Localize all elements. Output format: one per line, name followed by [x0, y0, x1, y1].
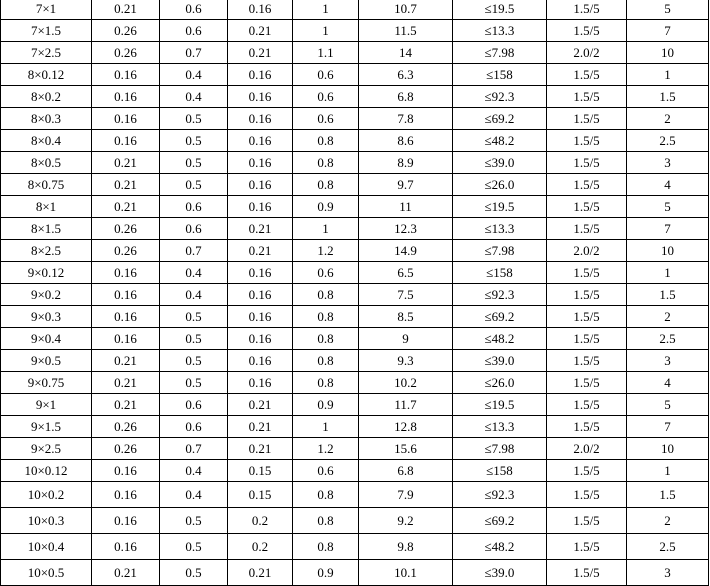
- table-cell: 0.9: [293, 196, 359, 218]
- table-cell: 1.5/5: [547, 460, 627, 482]
- table-cell: 0.6: [293, 64, 359, 86]
- table-cell: 0.8: [293, 328, 359, 350]
- table-cell: 7: [627, 20, 709, 42]
- table-cell: 0.21: [92, 0, 160, 20]
- table-cell: 0.16: [92, 130, 160, 152]
- table-cell: 2.5: [627, 328, 709, 350]
- table-cell: 1.5/5: [547, 20, 627, 42]
- table-row: [1, 130, 709, 152]
- table-cell: ≤13.3: [453, 416, 547, 438]
- table-cell: 10: [627, 42, 709, 64]
- table-cell: 0.8: [293, 174, 359, 196]
- table-body: [1, 0, 709, 586]
- table-cell: 1.5/5: [547, 196, 627, 218]
- table-row: [1, 534, 709, 560]
- table-cell: 7.5: [359, 284, 453, 306]
- table-cell: 0.16: [228, 328, 293, 350]
- table-cell: 1.5/5: [547, 152, 627, 174]
- table-cell: 0.21: [228, 240, 293, 262]
- table-cell: 0.16: [92, 508, 160, 534]
- table-cell: 0.4: [160, 284, 228, 306]
- table-cell: ≤158: [453, 460, 547, 482]
- table-cell: 1.5/5: [547, 328, 627, 350]
- table-cell: 9×1.5: [1, 416, 92, 438]
- table-cell: 10.1: [359, 560, 453, 586]
- table-cell: 2: [627, 306, 709, 328]
- table-cell: ≤48.2: [453, 328, 547, 350]
- table-cell: 0.16: [92, 460, 160, 482]
- table-cell: 1.1: [293, 42, 359, 64]
- table-cell: 10: [627, 240, 709, 262]
- table-cell: 9×0.75: [1, 372, 92, 394]
- table-cell: 0.16: [92, 306, 160, 328]
- table-cell: 10×0.5: [1, 560, 92, 586]
- table-cell: 8×2.5: [1, 240, 92, 262]
- table-cell: 1.5/5: [547, 372, 627, 394]
- table-cell: 2.0/2: [547, 42, 627, 64]
- table-cell: 15.6: [359, 438, 453, 460]
- table-cell: 4: [627, 174, 709, 196]
- table-cell: 0.8: [293, 130, 359, 152]
- table-cell: 1: [627, 64, 709, 86]
- table-cell: 1.2: [293, 240, 359, 262]
- table-cell: 0.9: [293, 394, 359, 416]
- table-cell: 9×1: [1, 394, 92, 416]
- table-row: [1, 86, 709, 108]
- table-cell: ≤39.0: [453, 152, 547, 174]
- table-cell: 7×2.5: [1, 42, 92, 64]
- table-cell: 0.7: [160, 42, 228, 64]
- table-cell: 2.0/2: [547, 240, 627, 262]
- table-row: [1, 284, 709, 306]
- table-cell: 8×0.12: [1, 64, 92, 86]
- table-cell: 6.5: [359, 262, 453, 284]
- table-cell: 8.6: [359, 130, 453, 152]
- table-cell: 7: [627, 416, 709, 438]
- table-cell: 3: [627, 152, 709, 174]
- table-cell: 1: [293, 0, 359, 20]
- table-cell: 0.16: [228, 86, 293, 108]
- table-cell: ≤19.5: [453, 394, 547, 416]
- table-row: [1, 350, 709, 372]
- table-cell: 0.16: [228, 108, 293, 130]
- table-cell: 1: [627, 460, 709, 482]
- table-cell: 0.6: [293, 262, 359, 284]
- table-cell: 3: [627, 350, 709, 372]
- table-cell: 1.5/5: [547, 534, 627, 560]
- table-row: [1, 196, 709, 218]
- table-cell: 9: [359, 328, 453, 350]
- table-cell: 0.6: [293, 108, 359, 130]
- table-cell: 1.5/5: [547, 350, 627, 372]
- table-cell: ≤92.3: [453, 482, 547, 508]
- table-cell: ≤158: [453, 64, 547, 86]
- table-cell: 0.9: [293, 560, 359, 586]
- table-cell: ≤19.5: [453, 0, 547, 20]
- table-cell: 0.7: [160, 438, 228, 460]
- table-cell: 0.16: [228, 306, 293, 328]
- table-cell: ≤39.0: [453, 350, 547, 372]
- table-cell: 7×1.5: [1, 20, 92, 42]
- table-cell: 0.8: [293, 482, 359, 508]
- table-cell: 0.15: [228, 460, 293, 482]
- table-cell: ≤92.3: [453, 284, 547, 306]
- table-cell: 7.9: [359, 482, 453, 508]
- table-cell: 2.5: [627, 534, 709, 560]
- table-cell: 12.8: [359, 416, 453, 438]
- table-row: [1, 416, 709, 438]
- table-cell: 1.5/5: [547, 394, 627, 416]
- table-row: [1, 372, 709, 394]
- table-cell: 0.26: [92, 416, 160, 438]
- table-cell: 0.21: [228, 218, 293, 240]
- table-cell: ≤7.98: [453, 240, 547, 262]
- table-cell: 6.8: [359, 86, 453, 108]
- table-cell: ≤158: [453, 262, 547, 284]
- table-cell: 0.21: [92, 394, 160, 416]
- table-cell: 0.4: [160, 262, 228, 284]
- table-cell: 1.5/5: [547, 108, 627, 130]
- table-cell: ≤13.3: [453, 20, 547, 42]
- table-cell: 0.16: [92, 534, 160, 560]
- table-cell: 0.16: [228, 64, 293, 86]
- table-cell: 9.2: [359, 508, 453, 534]
- table-row: [1, 328, 709, 350]
- table-cell: 0.16: [228, 196, 293, 218]
- table-cell: ≤26.0: [453, 174, 547, 196]
- table-cell: 0.21: [228, 560, 293, 586]
- table-cell: 1.5: [627, 482, 709, 508]
- table-row: [1, 174, 709, 196]
- table-cell: 0.16: [92, 328, 160, 350]
- table-cell: 10×0.3: [1, 508, 92, 534]
- table-cell: 9×0.12: [1, 262, 92, 284]
- table-cell: 0.4: [160, 460, 228, 482]
- table-cell: 1.5/5: [547, 174, 627, 196]
- table-row: [1, 240, 709, 262]
- table-cell: 0.21: [92, 152, 160, 174]
- table-cell: 11.5: [359, 20, 453, 42]
- table-cell: 8×1: [1, 196, 92, 218]
- table-cell: 0.6: [160, 0, 228, 20]
- table-cell: 0.21: [92, 196, 160, 218]
- table-cell: 0.5: [160, 174, 228, 196]
- table-cell: ≤19.5: [453, 196, 547, 218]
- table-cell: 1: [627, 262, 709, 284]
- table-cell: 0.5: [160, 534, 228, 560]
- table-row: [1, 20, 709, 42]
- table-cell: 10.2: [359, 372, 453, 394]
- table-cell: 9×0.4: [1, 328, 92, 350]
- table-cell: 1.5: [627, 86, 709, 108]
- table-cell: 0.21: [92, 350, 160, 372]
- table-cell: 0.4: [160, 482, 228, 508]
- table-row: [1, 306, 709, 328]
- table-cell: 8×0.75: [1, 174, 92, 196]
- table-cell: 2.5: [627, 130, 709, 152]
- table-cell: 8×0.5: [1, 152, 92, 174]
- table-cell: 0.6: [160, 416, 228, 438]
- table-cell: 9.3: [359, 350, 453, 372]
- table-cell: 6.3: [359, 64, 453, 86]
- table-cell: 1: [293, 416, 359, 438]
- table-cell: 1.5: [627, 284, 709, 306]
- table-cell: 0.21: [92, 174, 160, 196]
- table-cell: 1.5/5: [547, 284, 627, 306]
- table-cell: 10.7: [359, 0, 453, 20]
- table-cell: 0.15: [228, 482, 293, 508]
- table-cell: 3: [627, 560, 709, 586]
- table-row: [1, 508, 709, 534]
- table-cell: ≤7.98: [453, 42, 547, 64]
- table-cell: 0.26: [92, 218, 160, 240]
- table-cell: 7×1: [1, 0, 92, 20]
- table-cell: 0.6: [160, 218, 228, 240]
- table-cell: 0.6: [293, 86, 359, 108]
- table-cell: 9.8: [359, 534, 453, 560]
- table-cell: ≤48.2: [453, 534, 547, 560]
- table-cell: 0.21: [228, 42, 293, 64]
- table-row: [1, 394, 709, 416]
- table-cell: 9×0.2: [1, 284, 92, 306]
- table-cell: 0.8: [293, 306, 359, 328]
- table-cell: 0.21: [228, 416, 293, 438]
- table-cell: 8.5: [359, 306, 453, 328]
- table-cell: 0.5: [160, 350, 228, 372]
- table-cell: 0.16: [92, 482, 160, 508]
- table-cell: 7: [627, 218, 709, 240]
- table-cell: ≤26.0: [453, 372, 547, 394]
- table-cell: 0.16: [228, 174, 293, 196]
- table-cell: 6.8: [359, 460, 453, 482]
- table-cell: 10: [627, 438, 709, 460]
- table-cell: 9×0.5: [1, 350, 92, 372]
- table-cell: 0.26: [92, 20, 160, 42]
- table-cell: 8.9: [359, 152, 453, 174]
- table-cell: 1.5/5: [547, 306, 627, 328]
- table-cell: 0.21: [228, 394, 293, 416]
- table-cell: 1.5/5: [547, 560, 627, 586]
- table-cell: 5: [627, 394, 709, 416]
- table-cell: 8×0.3: [1, 108, 92, 130]
- table-cell: 8×1.5: [1, 218, 92, 240]
- table-cell: 0.6: [160, 20, 228, 42]
- table-cell: 11.7: [359, 394, 453, 416]
- table-row: [1, 460, 709, 482]
- table-cell: 0.8: [293, 284, 359, 306]
- table-cell: ≤39.0: [453, 560, 547, 586]
- table-cell: 9.7: [359, 174, 453, 196]
- table-cell: 1.2: [293, 438, 359, 460]
- table-cell: 0.16: [228, 0, 293, 20]
- table-cell: 0.16: [228, 130, 293, 152]
- table-cell: 1.5/5: [547, 86, 627, 108]
- table-cell: 14.9: [359, 240, 453, 262]
- table-cell: 0.8: [293, 350, 359, 372]
- table-cell: 2: [627, 508, 709, 534]
- table-cell: 5: [627, 196, 709, 218]
- table-cell: 9×0.3: [1, 306, 92, 328]
- table-cell: 0.6: [293, 460, 359, 482]
- table-cell: 0.16: [92, 86, 160, 108]
- table-row: [1, 108, 709, 130]
- table-row: [1, 218, 709, 240]
- table-cell: 0.16: [228, 262, 293, 284]
- table-cell: 10×0.4: [1, 534, 92, 560]
- table-row: [1, 0, 709, 20]
- table-cell: 4: [627, 372, 709, 394]
- table-cell: 0.6: [160, 196, 228, 218]
- table-cell: ≤69.2: [453, 108, 547, 130]
- table-cell: 2: [627, 108, 709, 130]
- table-cell: 0.26: [92, 438, 160, 460]
- table-cell: 0.2: [228, 508, 293, 534]
- table-cell: 11: [359, 196, 453, 218]
- table-cell: 0.7: [160, 240, 228, 262]
- table-cell: 1: [293, 20, 359, 42]
- table-row: [1, 152, 709, 174]
- table-cell: 1.5/5: [547, 262, 627, 284]
- table-cell: 1.5/5: [547, 482, 627, 508]
- table-cell: ≤13.3: [453, 218, 547, 240]
- table-cell: 0.16: [92, 64, 160, 86]
- table-cell: ≤69.2: [453, 306, 547, 328]
- table-cell: 0.16: [228, 350, 293, 372]
- table-cell: 0.16: [92, 284, 160, 306]
- table-cell: ≤69.2: [453, 508, 547, 534]
- table-cell: 0.8: [293, 372, 359, 394]
- table-cell: 1.5/5: [547, 416, 627, 438]
- table-cell: 0.6: [160, 394, 228, 416]
- table-cell: 0.16: [228, 372, 293, 394]
- table-cell: 0.16: [228, 152, 293, 174]
- table-cell: 5: [627, 0, 709, 20]
- table-cell: 1.5/5: [547, 508, 627, 534]
- table-row: [1, 42, 709, 64]
- table-cell: 0.5: [160, 152, 228, 174]
- table-cell: 0.5: [160, 306, 228, 328]
- table-cell: 0.26: [92, 42, 160, 64]
- table-cell: ≤48.2: [453, 130, 547, 152]
- table-row: [1, 262, 709, 284]
- table-cell: 0.5: [160, 508, 228, 534]
- table-cell: 0.4: [160, 86, 228, 108]
- table-cell: 10×0.2: [1, 482, 92, 508]
- table-cell: 0.5: [160, 130, 228, 152]
- table-cell: 2.0/2: [547, 438, 627, 460]
- table-cell: 1.5/5: [547, 218, 627, 240]
- table-cell: 0.16: [92, 262, 160, 284]
- table-cell: 1.5/5: [547, 0, 627, 20]
- table-row: [1, 438, 709, 460]
- table-cell: 1.5/5: [547, 130, 627, 152]
- table-row: [1, 560, 709, 586]
- table-cell: 7.8: [359, 108, 453, 130]
- table-cell: 0.16: [228, 284, 293, 306]
- table-cell: 1.5/5: [547, 64, 627, 86]
- table-cell: 0.21: [92, 372, 160, 394]
- table-cell: 0.8: [293, 534, 359, 560]
- table-cell: 0.8: [293, 508, 359, 534]
- table-row: [1, 64, 709, 86]
- table-cell: 0.8: [293, 152, 359, 174]
- table-cell: 0.5: [160, 372, 228, 394]
- table-cell: 0.21: [228, 438, 293, 460]
- table-cell: 0.4: [160, 64, 228, 86]
- table-cell: 14: [359, 42, 453, 64]
- table-cell: 8×0.4: [1, 130, 92, 152]
- table-cell: 10×0.12: [1, 460, 92, 482]
- table-cell: 0.5: [160, 560, 228, 586]
- table-cell: 0.21: [228, 20, 293, 42]
- table-cell: 1: [293, 218, 359, 240]
- table-cell: 0.5: [160, 328, 228, 350]
- table-cell: 0.26: [92, 240, 160, 262]
- table-cell: 12.3: [359, 218, 453, 240]
- table-cell: 0.21: [92, 560, 160, 586]
- table-cell: 0.5: [160, 108, 228, 130]
- table-cell: 0.16: [92, 108, 160, 130]
- table-cell: ≤92.3: [453, 86, 547, 108]
- table-cell: 0.2: [228, 534, 293, 560]
- table-row: [1, 482, 709, 508]
- table-cell: ≤7.98: [453, 438, 547, 460]
- table-cell: 8×0.2: [1, 86, 92, 108]
- table-cell: 9×2.5: [1, 438, 92, 460]
